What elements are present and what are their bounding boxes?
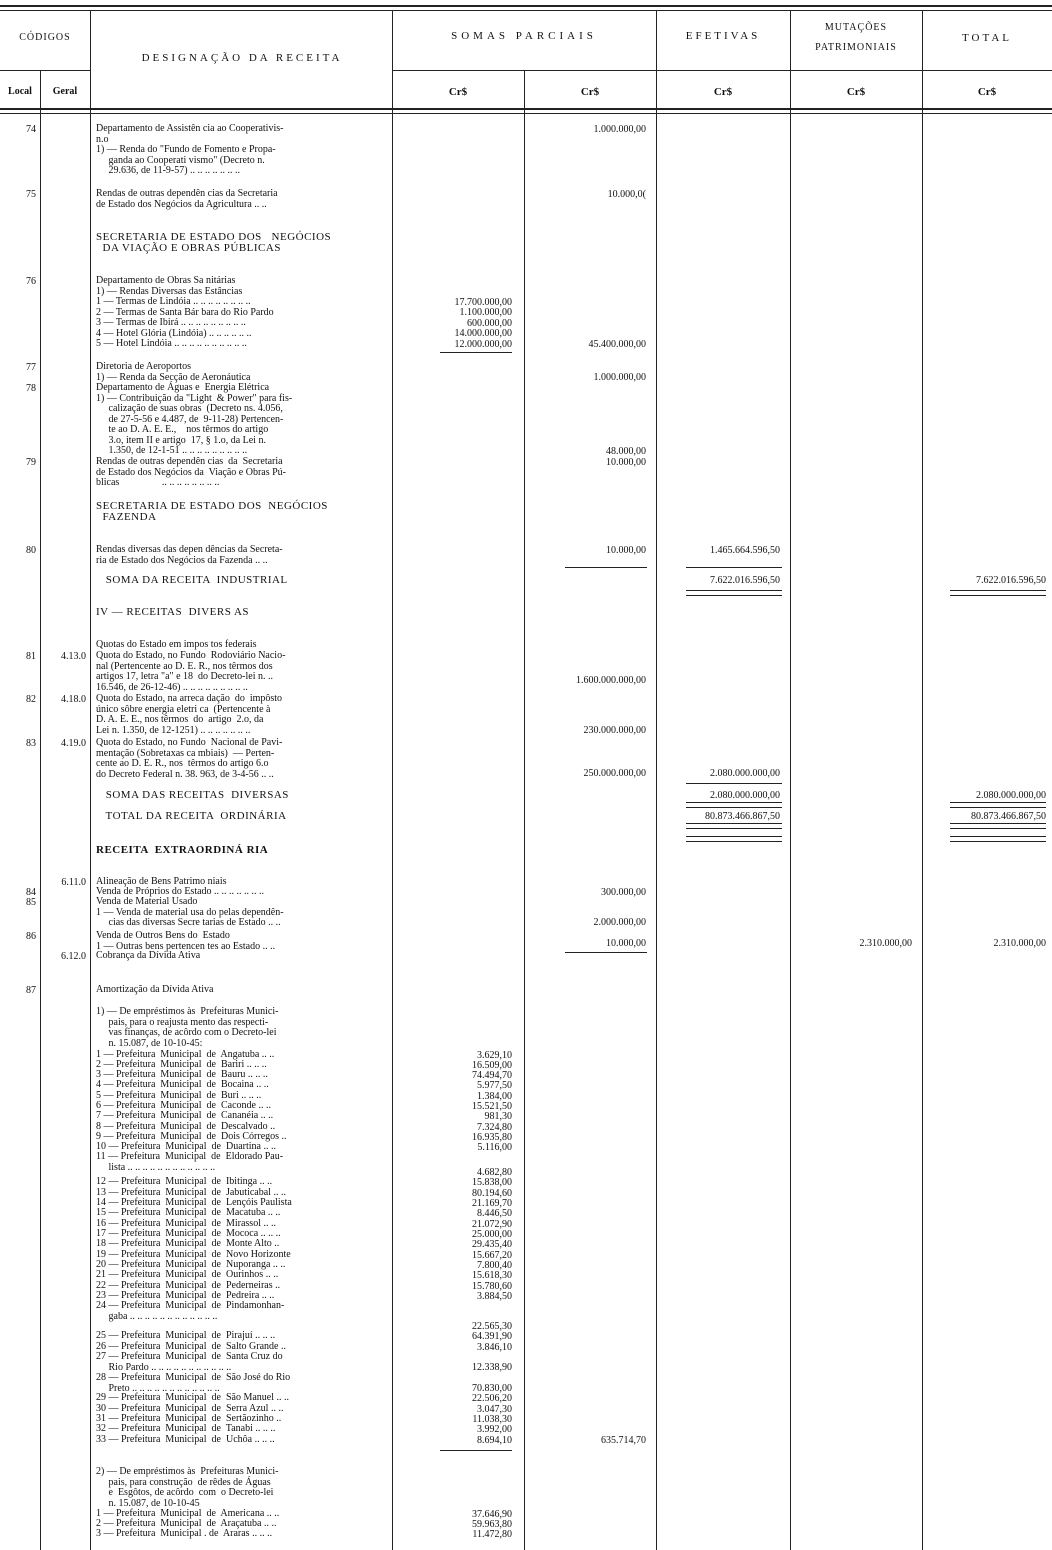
amount-c1: 15.618,30: [472, 1270, 512, 1281]
amount-c1: 21.072,90: [472, 1219, 512, 1230]
header-designacao: DESIGNAÇÃO DA RECEITA: [141, 52, 343, 64]
row-description: Departamento de Obras Sa nitárias 1) — Rendas Diversas das Estâncias 1 — Termas de Lindóia .. .. .. .. .. .. .. .. 2 — Termas de Santa Bár bara do Rio Pardo 3 — Termas de Ibirá .. .. .. .. .. .. .. .. .. 4 — Hotel Glória (Lindóia) .. .. .. .. .. .. 5 — Hotel Lindóia .. .. .. .. .. .. .. .. .. ..: [96, 275, 274, 349]
row-description: 17 — Prefeitura Municipal de Mococa .. .. ..: [96, 1228, 281, 1239]
amount-c3: 2.080.000.000,00: [710, 790, 780, 801]
row-description: 28 — Prefeitura Municipal de São José do Rio Preto .. .. .. .. .. .. .. .. .. .. .. ..: [96, 1372, 291, 1394]
code-geral: 4.19.0: [61, 738, 86, 749]
code-local: 83: [26, 738, 36, 749]
row-description: 13 — Prefeitura Municipal de Jabuticabal .. ..: [96, 1187, 286, 1198]
amount-c1: 4.682,80: [477, 1167, 512, 1178]
code-local: 74: [26, 124, 36, 135]
header-currency-1: Cr$: [448, 86, 468, 98]
code-local: 77: [26, 362, 36, 373]
amount-c1: 12.000.000,00: [454, 339, 512, 350]
double-rule: [686, 823, 782, 829]
col-rule-designacao: [392, 10, 393, 1550]
header-total: TOTAL: [962, 32, 1012, 44]
row-description: IV — RECEITAS DIVERS AS: [96, 606, 250, 618]
row-description: 32 — Prefeitura Municipal de Tanabi .. .. ..: [96, 1423, 276, 1434]
amount-c1: 16.509,00: [472, 1060, 512, 1071]
amount-c2: 10.000,00: [606, 457, 646, 468]
amount-c1: 981,30: [484, 1111, 512, 1122]
code-local: 87: [26, 985, 36, 996]
double-rule: [950, 590, 1046, 596]
header-bottom-rule-inner: [0, 113, 1052, 114]
double-rule: [686, 802, 782, 808]
header-efetivas: EFETIVAS: [685, 30, 761, 42]
amount-c1: 7.800,40: [477, 1260, 512, 1271]
row-description: Rendas diversas das depen dências da Secreta- ria de Estado dos Negócios da Fazenda .. ..: [96, 544, 283, 566]
row-description: SOMA DAS RECEITAS DIVERSAS: [96, 789, 289, 801]
row-description: SECRETARIA DE ESTADO DOS NEGÓCIOS FAZENDA: [96, 500, 328, 523]
header-mutacoes: MUTAÇÕES: [824, 22, 888, 33]
code-local: 79: [26, 457, 36, 468]
row-description: 10 — Prefeitura Municipal de Duartina .. ..: [96, 1141, 276, 1152]
sum-rule: [440, 1450, 512, 1451]
col-rule-codes: [90, 10, 91, 1550]
row-description: 6 — Prefeitura Municipal de Caconde .. ..: [96, 1100, 271, 1111]
amount-c2: 635.714,70: [601, 1435, 646, 1446]
header-currency-4: Cr$: [846, 86, 866, 98]
row-description: 29 — Prefeitura Municipal de São Manuel .. ..: [96, 1392, 290, 1403]
row-description: 26 — Prefeitura Municipal de Salto Grande ..: [96, 1341, 286, 1352]
row-description: 24 — Prefeitura Municipal de Pindamonhan- gaba .. .. .. .. .. .. .. .. .. .. .. ..: [96, 1300, 285, 1322]
amount-c2: 1.600.000.000,00: [576, 675, 646, 686]
amount-c2: 1.000.000,00: [593, 372, 646, 383]
amount-c2: 1.000.000,00: [593, 124, 646, 135]
amount-c5: 2.310.000,00: [993, 938, 1046, 949]
amount-c1: 37.646,90: [472, 1509, 512, 1520]
amount-c1: 3.992,00: [477, 1424, 512, 1435]
amount-c1: 3.047,30: [477, 1404, 512, 1415]
col-rule-somas: [656, 10, 657, 1550]
row-description: 18 — Prefeitura Municipal de Monte Alto ..: [96, 1238, 280, 1249]
amount-c1: 5.977,50: [477, 1080, 512, 1091]
amount-c5: 80.873.466.867,50: [971, 811, 1046, 822]
sum-rule: [686, 783, 782, 784]
amount-c1: 74.494,70: [472, 1070, 512, 1081]
row-description: 2 — Prefeitura Municipal de Araçatuba .. ..: [96, 1518, 277, 1529]
amount-c2: 230.000.000,00: [583, 725, 646, 736]
code-local: 81: [26, 651, 36, 662]
row-description: 22 — Prefeitura Municipal de Pederneiras ..: [96, 1280, 281, 1291]
amount-c3: 2.080.000.000,00: [710, 768, 780, 779]
code-local: 76: [26, 276, 36, 287]
row-description: 33 — Prefeitura Municipal de Uchôa .. .. ..: [96, 1434, 275, 1445]
col-rule-local-geral: [40, 70, 41, 1550]
row-description: 4 — Prefeitura Municipal de Bocaina .. ..: [96, 1079, 269, 1090]
sum-rule: [686, 567, 782, 568]
header-codigos: CÓDIGOS: [19, 32, 71, 43]
row-description: 5 — Prefeitura Municipal de Buri .. .. ..: [96, 1090, 262, 1101]
row-description: Quotas do Estado em impos tos federais: [96, 639, 257, 650]
top-rule-inner: [0, 10, 1052, 11]
code-local: 85: [26, 897, 36, 908]
row-description: 27 — Prefeitura Municipal de Santa Cruz do Rio Pardo .. .. .. .. .. .. .. .. .. .. ..: [96, 1351, 283, 1373]
header-patrimoniais: PATRIMONIAIS: [815, 42, 897, 53]
row-description: Departamento de Assistên cia ao Cooperativis- n.o 1) — Renda do "Fundo de Fomento e Propa- ganda ao Cooperati vismo" (Decreto n. 29.636, de 11-9-57) .. .. .. .. .. .. ..: [96, 123, 284, 176]
header-somas-parciais: SOMAS PARCIAIS: [451, 30, 597, 42]
top-rule: [0, 5, 1052, 7]
row-description: 23 — Prefeitura Municipal de Pedreira .. ..: [96, 1290, 275, 1301]
amount-c3: 80.873.466.867,50: [705, 811, 780, 822]
amount-c1: 22.506,20: [472, 1393, 512, 1404]
header-mid-rule-codes: [0, 70, 90, 71]
row-description: Amortização da Dívida Ativa: [96, 984, 214, 995]
row-description: 1 — Prefeitura Municipal de Angatuba .. ..: [96, 1049, 275, 1060]
amount-c1: 600.000,00: [467, 318, 512, 329]
amount-c2: 2.000.000,00: [593, 917, 646, 928]
header-bottom-rule: [0, 108, 1052, 110]
row-description: SOMA DA RECEITA INDUSTRIAL: [96, 574, 288, 586]
amount-c3: 7.622.016.596,50: [710, 575, 780, 586]
amount-c3: 1.465.664.596,50: [710, 545, 780, 556]
col-rule-mutacoes: [922, 10, 923, 1550]
code-local: 84: [26, 887, 36, 898]
row-description: 1) — De empréstimos às Prefeituras Munici- pais, para o reajusta mento das respecti- vas finanças, de acôrdo com o Decreto-lei n. 15.087, de 10-10-45:: [96, 1006, 279, 1049]
amount-c1: 15.838,00: [472, 1177, 512, 1188]
amount-c1: 59.963,80: [472, 1519, 512, 1530]
row-description: Cobrança da Dívida Ativa: [96, 950, 201, 961]
row-description: 2 — Prefeitura Municipal de Bariri .. .. ..: [96, 1059, 267, 1070]
sum-rule: [565, 567, 647, 568]
amount-c1: 70.830,00: [472, 1383, 512, 1394]
row-description: 25 — Prefeitura Municipal de Pirajuí .. .. ..: [96, 1330, 276, 1341]
row-description: 1 — Prefeitura Municipal de Americana .. ..: [96, 1508, 280, 1519]
amount-c1: 1.384,00: [477, 1091, 512, 1102]
double-rule: [686, 836, 782, 842]
amount-c1: 22.565,30: [472, 1321, 512, 1332]
row-description: 14 — Prefeitura Municipal de Lençóis Paulista: [96, 1197, 292, 1208]
row-description: 30 — Prefeitura Municipal de Serra Azul .. ..: [96, 1403, 284, 1414]
amount-c1: 16.935,80: [472, 1132, 512, 1143]
amount-c2: 10.000,00: [606, 938, 646, 949]
row-description: 16 — Prefeitura Municipal de Mirassol .. ..: [96, 1218, 276, 1229]
code-geral: 4.18.0: [61, 694, 86, 705]
amount-c1: 64.391,90: [472, 1331, 512, 1342]
row-description: Quota do Estado, no Fundo Nacional de Pavi- mentação (Sobretaxas ca mbiais) — Perten- cente ao D. E. R., nos têrmos do artigo 6.o do Decreto Federal n. 38. 963, de 3-4-56 .. ..: [96, 737, 283, 780]
row-description: 15 — Prefeitura Municipal de Macatuba .. ..: [96, 1207, 281, 1218]
row-description: 3 — Prefeitura Municipal . de Araras .. .. ..: [96, 1528, 273, 1539]
header-currency-2: Cr$: [580, 86, 600, 98]
amount-c1: 80.194,60: [472, 1188, 512, 1199]
double-rule: [950, 823, 1046, 829]
amount-c2: 250.000.000,00: [583, 768, 646, 779]
row-description: Diretoria de Aeroportos 1) — Renda da Secção de Aeronáutica: [96, 361, 251, 383]
code-local: 78: [26, 383, 36, 394]
amount-c1: 12.338,90: [472, 1362, 512, 1373]
amount-c1: 15.780,60: [472, 1281, 512, 1292]
row-description: 2) — De empréstimos às Prefeituras Munici- pais, para construção de rêdes de Águas e Esgôtos, de acôrdo com o Decreto-lei n. 15.087, de 10-10-45: [96, 1466, 279, 1509]
amount-c2: 45.400.000,00: [588, 339, 646, 350]
amount-c1: 3.629,10: [477, 1050, 512, 1061]
amount-c1: 5.116,00: [477, 1142, 512, 1153]
amount-c1: 3.846,10: [477, 1342, 512, 1353]
row-description: Departamento de Águas e Energia Elétrica 1) — Contribuição da "Light & Power" para fis- calização de suas obras (Decreto ns. 4.056, de 27-5-56 e 4.487, de 9-11-28) Pertencen- te ao D. A. E. E., nos têrmos do artigo 3.o, item II e artigo 17, § 1.o, da Lei n. 1.350, de 12-1-51 .. .. .. .. .. .. .. .. ..: [96, 382, 293, 456]
row-description: 11 — Prefeitura Municipal de Eldorado Pau- lista .. .. .. .. .. .. .. .. .. .. .. ..: [96, 1151, 284, 1173]
code-local: 80: [26, 545, 36, 556]
code-geral: 6.11.0: [61, 877, 86, 888]
row-description: 7 — Prefeitura Municipal de Cananéia .. ..: [96, 1110, 274, 1121]
amount-c1: 17.700.000,00: [454, 297, 512, 308]
header-currency-5: Cr$: [977, 86, 997, 98]
amount-c1: 3.884,50: [477, 1291, 512, 1302]
amount-c2: 48.000,00: [606, 446, 646, 457]
amount-c1: 15.667,20: [472, 1250, 512, 1261]
row-description: 19 — Prefeitura Municipal de Novo Horizonte: [96, 1249, 291, 1260]
row-description: Rendas de outras dependên cias da Secretaria de Estado dos Negócios da Agricultura .. ..: [96, 188, 278, 210]
header-currency-3: Cr$: [713, 86, 733, 98]
header-geral: Geral: [52, 86, 78, 97]
row-description: Quota do Estado, no Fundo Rodoviário Nacio- nal (Pertencente ao D. E. R., nos têrmos dos artigos 17, letra "a" e 18 do Decreto-lei n. .. 16.546, de 26-12-46) .. .. .. .. .. .. .. .. ..: [96, 650, 286, 693]
row-description: 3 — Prefeitura Municipal de Bauru .. .. ..: [96, 1069, 268, 1080]
amount-c1: 29.435,40: [472, 1239, 512, 1250]
amount-c1: 7.324,80: [477, 1122, 512, 1133]
row-description: 20 — Prefeitura Municipal de Nuporanga .. ..: [96, 1259, 286, 1270]
row-description: 8 — Prefeitura Municipal de Descalvado ..: [96, 1121, 276, 1132]
code-geral: 4.13.0: [61, 651, 86, 662]
amount-c4: 2.310.000,00: [859, 938, 912, 949]
row-description: Venda de Material Usado 1 — Venda de material usa do pelas dependên- cias das diversas Secre tarias de Estado .. ..: [96, 896, 284, 928]
double-rule: [950, 836, 1046, 842]
row-description: 31 — Prefeitura Municipal de Sertãozinho ..: [96, 1413, 282, 1424]
row-description: 21 — Prefeitura Municipal de Ourinhos .. ..: [96, 1269, 279, 1280]
row-description: Alineação de Bens Patrimo niais: [96, 876, 227, 887]
amount-c5: 7.622.016.596,50: [976, 575, 1046, 586]
sum-rule: [565, 952, 647, 953]
amount-c5: 2.080.000.000,00: [976, 790, 1046, 801]
amount-c1: 8.446,50: [477, 1208, 512, 1219]
amount-c1: 11.038,30: [472, 1414, 512, 1425]
header-local: Local: [8, 86, 32, 97]
row-description: TOTAL DA RECEITA ORDINÁRIA: [96, 810, 287, 822]
amount-c1: 11.472,80: [472, 1529, 512, 1540]
header-mid-rule: [392, 70, 1052, 71]
amount-c1: 15.521,50: [472, 1101, 512, 1112]
amount-c2: 10.000,0(: [607, 189, 646, 200]
amount-c1: 14.000.000,00: [454, 328, 512, 339]
double-rule: [686, 590, 782, 596]
row-description: Rendas de outras dependên cias da Secretaria de Estado dos Negócios da Viação e Obras Pú- blicas .. .. .. .. .. .. .. ..: [96, 456, 286, 488]
col-rule-efetivas: [790, 10, 791, 1550]
row-description: SECRETARIA DE ESTADO DOS NEGÓCIOS DA VIAÇÃO E OBRAS PÚBLICAS: [96, 231, 332, 254]
row-description: 9 — Prefeitura Municipal de Dois Córregos ..: [96, 1131, 287, 1142]
amount-c1: 21.169,70: [472, 1198, 512, 1209]
row-description: 12 — Prefeitura Municipal de Ibitinga .. ..: [96, 1176, 273, 1187]
code-local: 75: [26, 189, 36, 200]
amount-c1: 25.000,00: [472, 1229, 512, 1240]
code-local: 82: [26, 694, 36, 705]
row-description: RECEITA EXTRAORDINÁ RIA: [96, 844, 269, 856]
sum-rule: [440, 352, 512, 353]
col-rule-somas-inner: [524, 70, 525, 1550]
code-geral: 6.12.0: [61, 951, 86, 962]
row-description: Venda de Outros Bens do Estado 1 — Outras bens pertencen tes ao Estado .. ..: [96, 930, 276, 952]
amount-c2: 10.000,00: [606, 545, 646, 556]
amount-c1: 8.694,10: [477, 1435, 512, 1446]
row-description: Quota do Estado, na arreca dação do impôsto único sôbre energia eletri ca (Pertencente à D. A. E. E., nos têrmos do artigo 2.o, da Lei n. 1.350, de 12-1251) .. .. .. .. .. .. ..: [96, 693, 283, 736]
amount-c2: 300.000,00: [601, 887, 646, 898]
amount-c1: 1.100.000,00: [459, 307, 512, 318]
code-local: 86: [26, 931, 36, 942]
row-description: Venda de Próprios do Estado .. .. .. .. .. .. ..: [96, 886, 265, 897]
double-rule: [950, 802, 1046, 808]
